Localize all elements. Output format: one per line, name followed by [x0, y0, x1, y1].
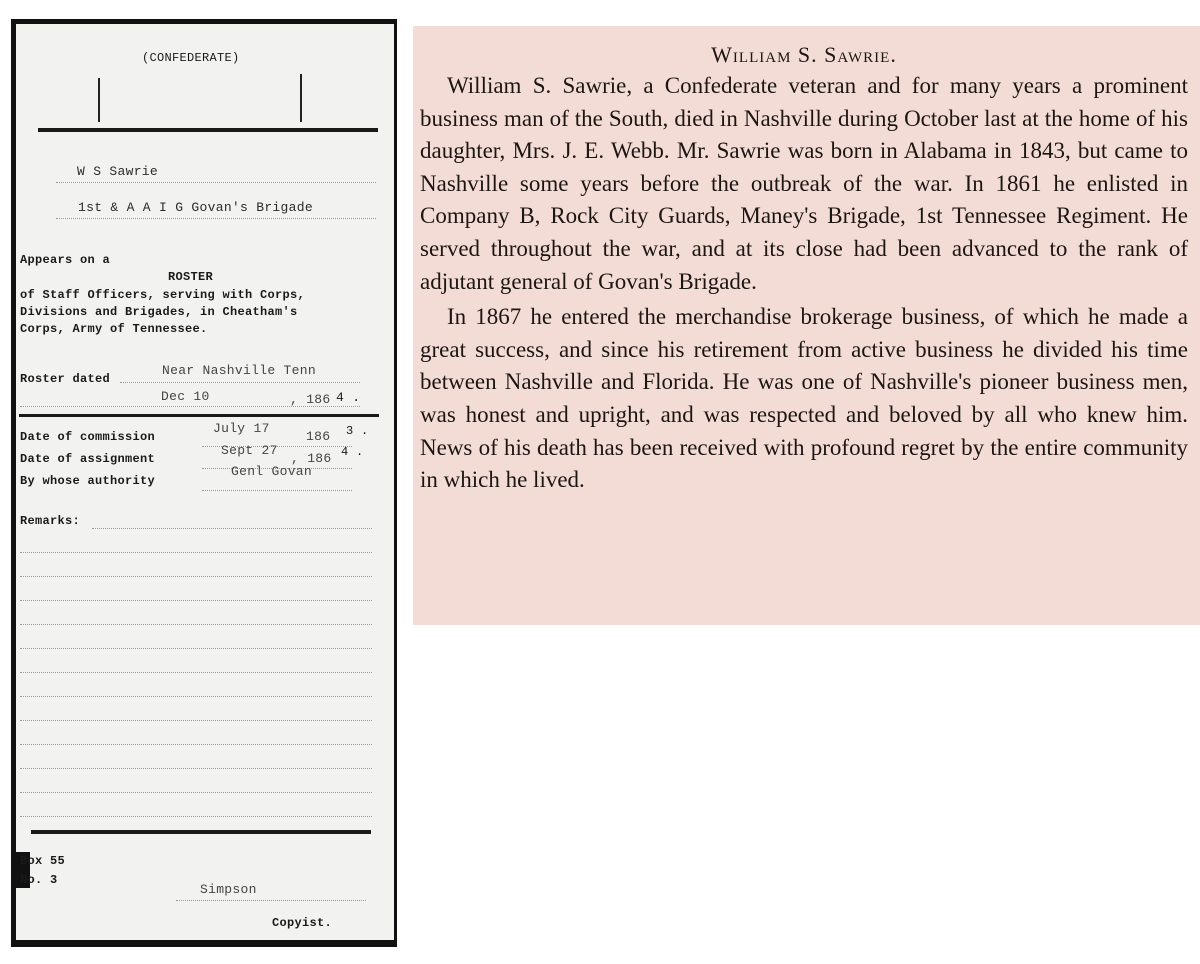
roster-place: Near Nashville Tenn	[162, 363, 316, 378]
record-card	[16, 24, 394, 940]
roster-desc-line-2: Divisions and Brigades, in Cheatham's	[20, 305, 298, 319]
soldier-name: W S Sawrie	[77, 164, 159, 179]
name-line	[56, 182, 376, 183]
remarks-line	[20, 672, 372, 673]
box-number: Box 55	[20, 854, 66, 868]
obituary-title: William S. Sawrie.	[711, 42, 897, 67]
roster-year-prefix: , 186	[290, 392, 331, 407]
remarks-line	[20, 792, 372, 793]
commission-value: July 17	[213, 421, 270, 436]
assignment-value: Sept 27	[221, 443, 278, 458]
remarks-line	[20, 600, 372, 601]
commission-year: 186	[306, 429, 331, 444]
roster-date-line	[20, 406, 360, 407]
card-bottom-rule	[31, 830, 371, 834]
remarks-line	[20, 576, 372, 577]
roster-desc-line-1: of Staff Officers, serving with Corps,	[20, 288, 306, 302]
remarks-line-1	[92, 528, 372, 529]
card-mid-rule	[19, 414, 379, 417]
remarks-line	[20, 744, 372, 745]
remarks-label: Remarks:	[20, 514, 81, 528]
copyist-label: Copyist.	[272, 916, 333, 930]
commission-year-suffix: 3 .	[346, 424, 369, 438]
remarks-line	[20, 624, 372, 625]
remarks-line	[20, 552, 372, 553]
roster-title: ROSTER	[168, 270, 214, 284]
roster-year-suffix: 4 .	[336, 390, 361, 405]
authority-line	[202, 490, 352, 491]
remarks-line	[20, 696, 372, 697]
copyist-name: Simpson	[200, 882, 257, 897]
remarks-line	[20, 768, 372, 769]
card-header: (CONFEDERATE)	[142, 51, 240, 65]
soldier-rank: 1st & A A I G Govan's Brigade	[78, 200, 313, 215]
item-number: No. 3	[20, 873, 58, 887]
roster-date: Dec 10	[161, 389, 210, 404]
rank-line	[56, 218, 376, 219]
remarks-line	[20, 816, 372, 817]
appears-on-label: Appears on a	[20, 253, 111, 267]
card-bracket-right	[300, 74, 302, 122]
obituary-clipping	[413, 26, 1200, 625]
obituary-paragraph-1: William S. Sawrie, a Confederate veteran and for many years a prominent business man of the South, died in Nashville during October last at the home of his daughter, Mrs. J. E. Webb. Mr. Sawrie was born in Alabama in 1843, but came to Nashville some years before the outbreak of the war. In 1861 he enlisted in Company B, Rock City Guards, Maney's Brigade, 1st Tennessee Regiment. He served throughout the war, and at its close had been advanced to the rank of adjutant general of Govan's Brigade.	[420, 73, 1188, 294]
assignment-year-suffix: 4 .	[341, 445, 364, 459]
roster-desc-line-3: Corps, Army of Tennessee.	[20, 322, 208, 336]
card-bracket-left	[98, 78, 100, 122]
roster-dated-label: Roster dated	[20, 372, 111, 386]
authority-value: Genl Govan	[231, 464, 313, 479]
copyist-line	[176, 900, 366, 901]
remarks-line	[20, 720, 372, 721]
roster-place-line	[120, 382, 360, 383]
assignment-label: Date of assignment	[20, 452, 156, 466]
obituary-paragraph-2: In 1867 he entered the merchandise brokerage business, of which he made a great success, and since his retirement from active business he divided his time between Nashville and Florida. He was one of Nashville's pioneer business men, was honest and upright, and was respected and beloved by all who knew him. News of his death has been received with profound regret by the entire community in which he lived.	[420, 304, 1188, 493]
commission-label: Date of commission	[20, 430, 156, 444]
authority-label: By whose authority	[20, 474, 156, 488]
assignment-year: , 186	[291, 451, 332, 466]
card-top-rule	[38, 128, 378, 132]
remarks-line	[20, 648, 372, 649]
